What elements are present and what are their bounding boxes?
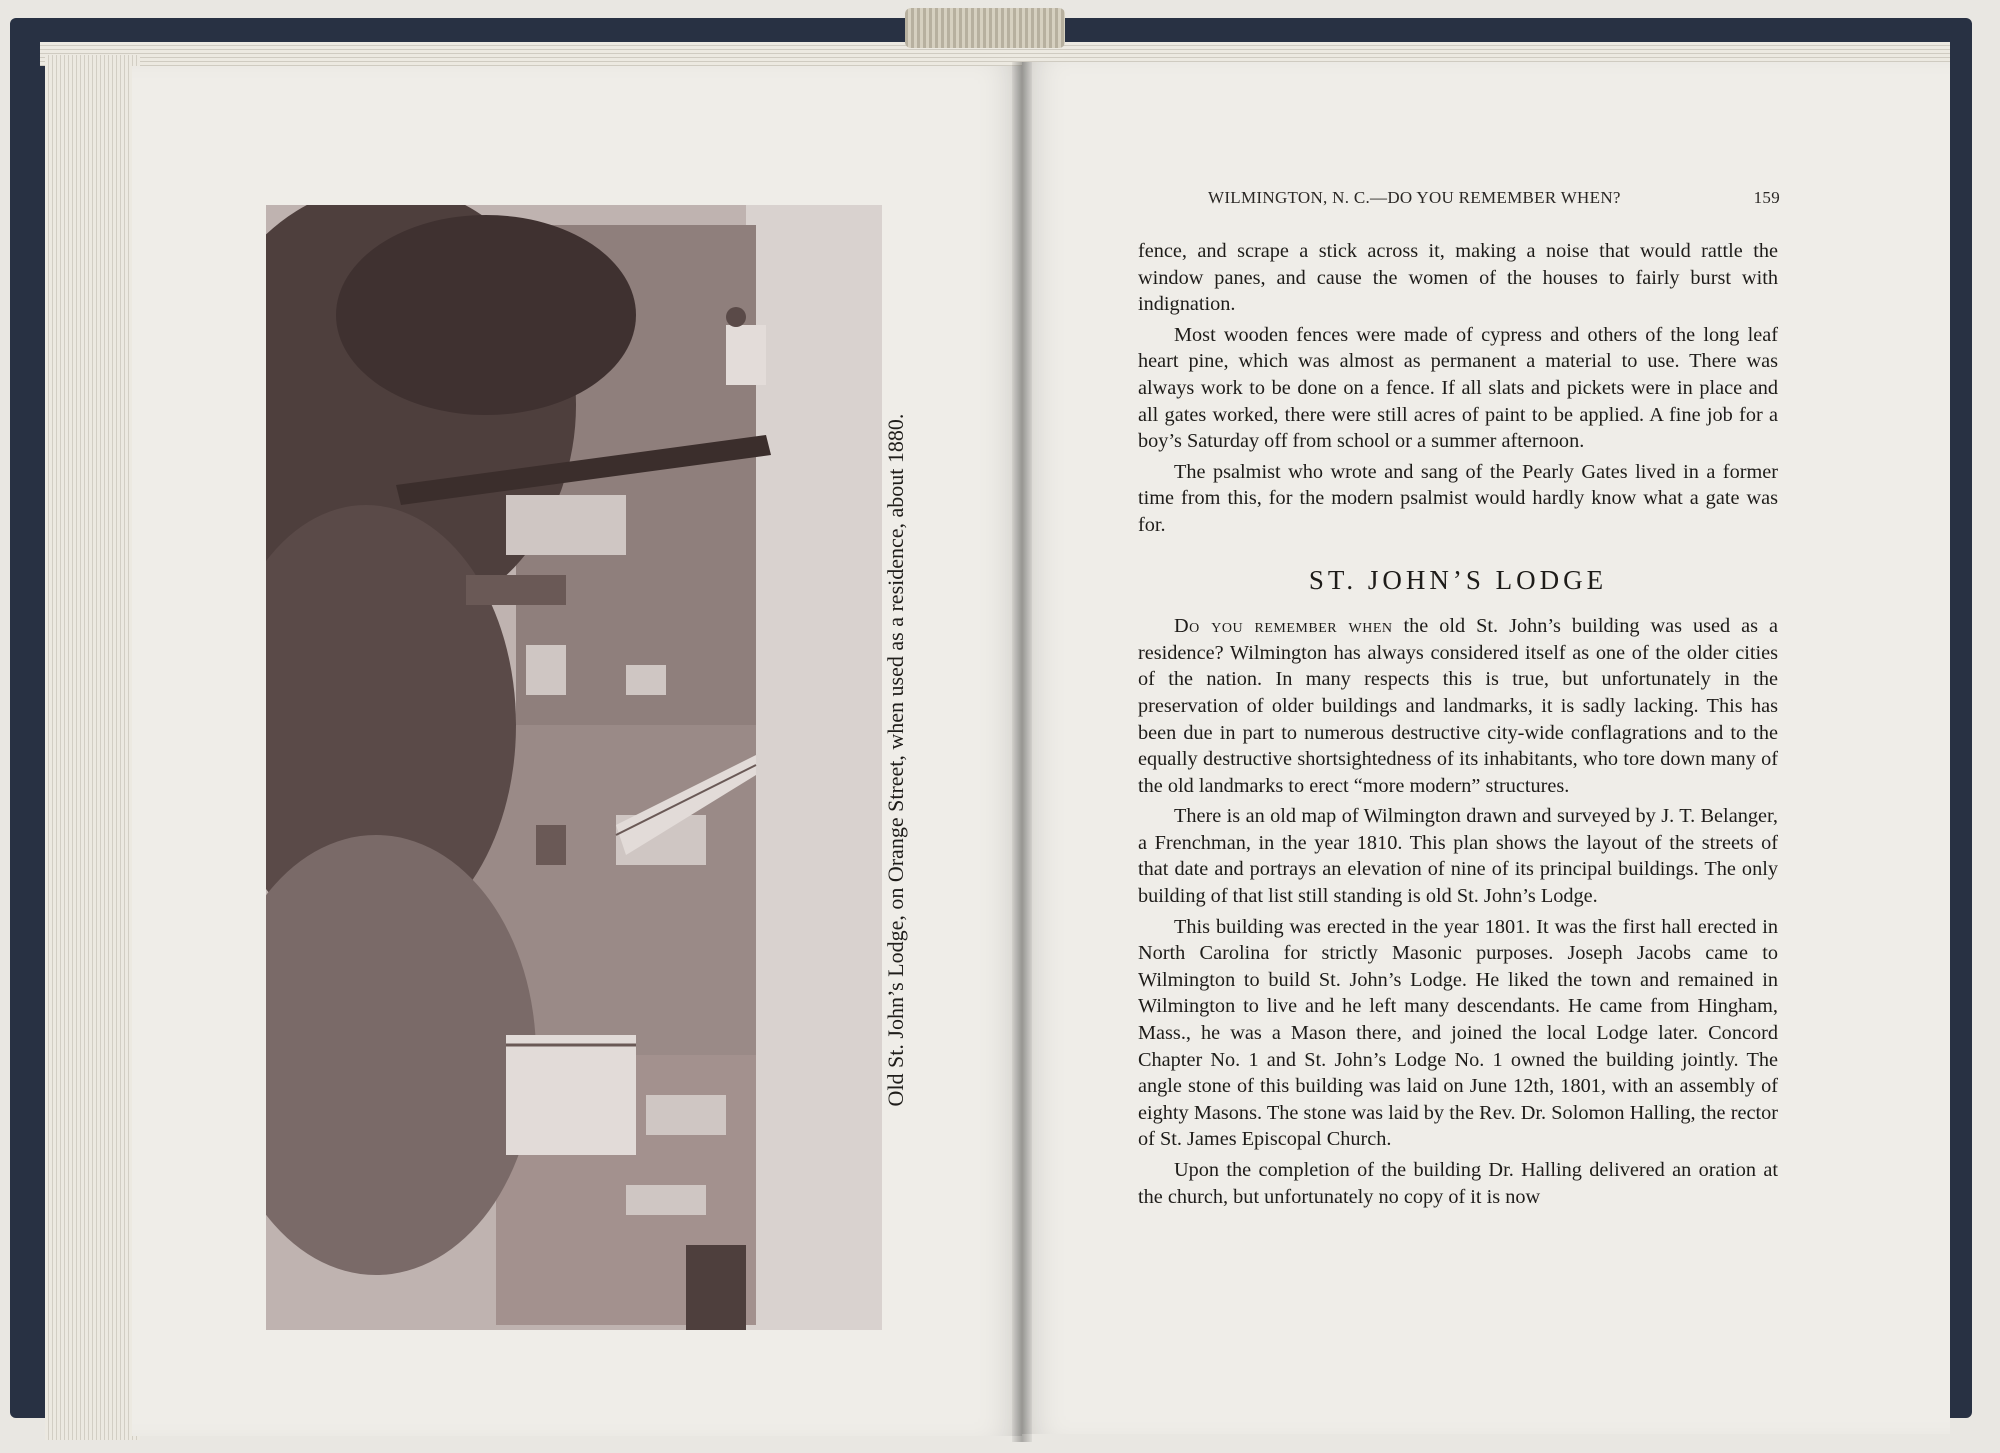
section-title: ST. JOHN’S LODGE [1308,564,1608,595]
running-head [1208,188,1780,208]
body-text [1138,238,1778,1210]
paragraph-4 [1138,613,1778,799]
page-edges-left [45,55,140,1440]
paragraph-5: There is an old map of Wilmington drawn and surveyed by J. T. Belanger, a Frenchman, in the year 1810. This plan shows the layout of the streets of that date and portrays an elevation of nine of its principal buildings. The only building of that list still standing is old St. John’s Lodge. [1138,805,1778,908]
paragraph-6: This building was erected in the year 1801. It was the first hall erected in North Carolina for strictly Masonic purposes. Joseph Jacobs came to Wilmington to build St. John’s Lodge. He liked the town and remained in Wilmington to live and he left many descendants. He came from Hingham, Mass., he was a Mason there, and joined the local Lodge later. Concord Chapter No. 1 and St. John’s Lodge No. 1 owned the building jointly. The angle stone of this building was laid on June 12th, 1801, with an assembly of eighty Masons. The stone was laid by the Rev. Dr. Solomon Halling, the rector of St. James Episcopal Church. [1138,915,1778,1151]
paragraph-2: Most wooden fences were made of cypress and others of the long leaf heart pine, which was almost as permanent a material to use. There was always work to be done on a fence. If all slats and pickets were in place and all gates worked, there were still acres of paint to be applied. A fine job for a boy’s Saturday off from school or a summer afternoon. [1138,323,1778,453]
paragraph-1: fence, and scrape a stick across it, making a noise that would rattle the window panes, and cause the women of the houses to fairly burst with indignation. [1138,240,1778,316]
paragraph-4-lead: Do you remember when [1174,615,1393,638]
running-head-title: WILMINGTON, N. C.—DO YOU REMEMBER WHEN? [1208,188,1621,207]
photo-caption: Old St. John’s Lodge, on Orange Street, when used as a residence, about 1880. [883,413,908,1107]
lodge-photograph [266,205,882,1330]
paragraph-3: The psalmist who wrote and sang of the Pearly Gates lived in a former time from this, for the modern psalmist would hardly know what a gate was for. [1138,460,1778,536]
paragraph-4-rest: the old St. John’s building was used as a residence? Wilmington has always considered itself as one of the older cities of the nation. In many respects this is true, but unfortunately in the preservation of older buildings and landmarks, it is sadly lacking. This has been due in part to numerous destructive city-wide conflagrations and to the equally destructive shortsightedness of its inhabitants, who tore down many of the old landmarks to erect “more modern” structures. [1138,615,1778,797]
photo-caption-area [876,380,916,1140]
book-gutter [1012,62,1032,1442]
spine-headband [905,8,1065,48]
page-number: 159 [1753,188,1780,207]
paragraph-7: Upon the completion of the building Dr. Halling delivered an oration at the church, but unfortunately no copy of it is now [1138,1159,1778,1208]
